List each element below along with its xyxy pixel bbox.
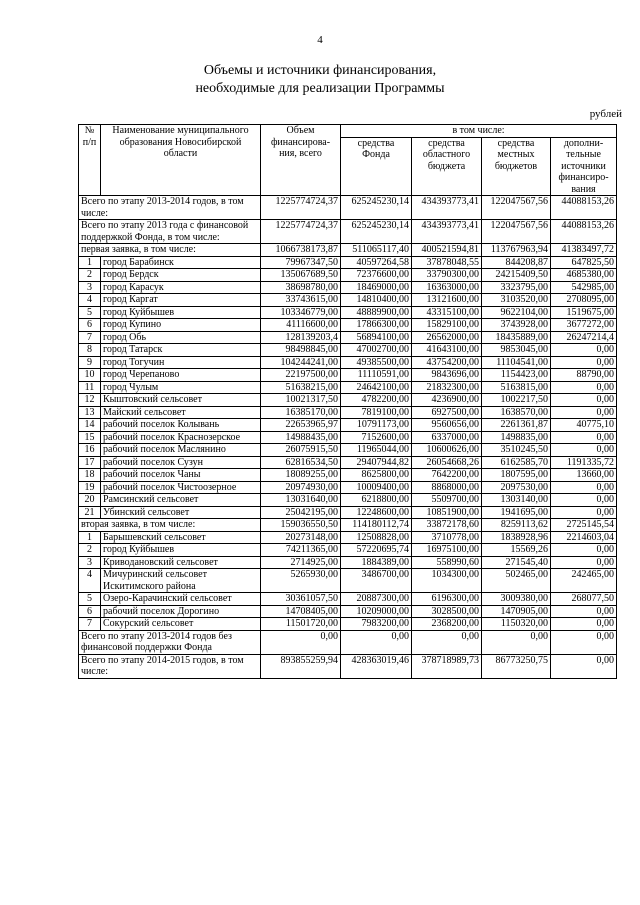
municipality-name: рабочий поселок Колывань [101,419,261,432]
table-row [79,444,617,457]
value-regional: 43315100,00 [412,306,482,319]
value-total: 25042195,00 [261,506,341,519]
value-fund: 4782200,00 [341,394,412,407]
value-fund: 625245230,14 [341,220,412,244]
municipality-name: город Барабинск [101,256,261,269]
financing-table [78,124,617,679]
row-label: вторая заявка, в том числе: [79,519,261,532]
row-number: 14 [79,419,101,432]
table-row [79,369,617,382]
value-additional: 242465,00 [551,569,617,593]
value-additional: 0,00 [551,356,617,369]
value-total: 14708405,00 [261,605,341,618]
value-local: 1154423,00 [482,369,551,382]
value-local: 24215409,50 [482,269,551,282]
value-total: 5265930,00 [261,569,341,593]
value-local: 3009380,00 [482,593,551,606]
municipality-name: рабочий поселок Маслянино [101,444,261,457]
value-fund: 7819100,00 [341,406,412,419]
header-num: № п/п [79,125,101,196]
municipality-name: город Куйбышев [101,306,261,319]
value-local: 9853045,00 [482,344,551,357]
value-additional: 0,00 [551,381,617,394]
value-total: 893855259,94 [261,654,341,678]
value-additional: 0,00 [551,406,617,419]
value-fund: 511065117,40 [341,244,412,257]
value-regional: 558990,60 [412,556,482,569]
value-local: 1941695,00 [482,506,551,519]
municipality-name: Убинский сельсовет [101,506,261,519]
table-row [79,294,617,307]
table-row [79,618,617,631]
row-number: 13 [79,406,101,419]
municipality-name: Кыштовский сельсовет [101,394,261,407]
table-total-row [79,220,617,244]
row-number: 3 [79,556,101,569]
value-regional: 4236900,00 [412,394,482,407]
table-row [79,394,617,407]
value-fund: 12508828,00 [341,531,412,544]
value-local: 3510245,50 [482,444,551,457]
row-number: 5 [79,306,101,319]
value-local: 8259113,62 [482,519,551,532]
municipality-name: Мичуринский сельсовет Искитимского района [101,569,261,593]
value-regional: 43754200,00 [412,356,482,369]
value-total: 62816534,50 [261,456,341,469]
value-regional: 5509700,00 [412,494,482,507]
value-additional: 44088153,26 [551,196,617,220]
table-row [79,419,617,432]
value-total: 104244241,00 [261,356,341,369]
table-row [79,344,617,357]
value-additional: 26247214,4 [551,331,617,344]
value-local: 2097530,00 [482,481,551,494]
row-number: 18 [79,469,101,482]
row-number: 21 [79,506,101,519]
value-regional: 2368200,00 [412,618,482,631]
value-fund: 72376600,00 [341,269,412,282]
value-local: 122047567,56 [482,220,551,244]
value-total: 2714925,00 [261,556,341,569]
value-regional: 10851900,00 [412,506,482,519]
value-regional: 13121600,00 [412,294,482,307]
value-fund: 14810400,00 [341,294,412,307]
value-fund: 11110591,00 [341,369,412,382]
value-local: 9622104,00 [482,306,551,319]
value-additional: 268077,50 [551,593,617,606]
value-fund: 48889900,00 [341,306,412,319]
row-number: 4 [79,294,101,307]
value-additional: 2214603,04 [551,531,617,544]
table-body [79,196,617,679]
value-total: 0,00 [261,630,341,654]
value-fund: 7983200,00 [341,618,412,631]
table-row [79,593,617,606]
value-fund: 40597264,58 [341,256,412,269]
row-number: 12 [79,394,101,407]
value-additional: 41383497,72 [551,244,617,257]
value-fund: 17866300,00 [341,319,412,332]
value-local: 1303140,00 [482,494,551,507]
value-fund: 57220695,74 [341,544,412,557]
table-row [79,605,617,618]
value-fund: 47002700,00 [341,344,412,357]
value-additional: 0,00 [551,431,617,444]
row-label: Всего по этапу 2013-2014 годов без финансовой поддержки Фонда [79,630,261,654]
value-regional: 15829100,00 [412,319,482,332]
value-total: 33743615,00 [261,294,341,307]
table-row [79,356,617,369]
value-fund: 7152600,00 [341,431,412,444]
value-regional: 3028500,00 [412,605,482,618]
municipality-name: город Бердск [101,269,261,282]
table-row [79,469,617,482]
row-label: Всего по этапу 2013-2014 годов, в том числе: [79,196,261,220]
table-row [79,306,617,319]
municipality-name: Барышевский сельсовет [101,531,261,544]
value-total: 1066738173,87 [261,244,341,257]
table-row [79,494,617,507]
value-total: 18089255,00 [261,469,341,482]
value-regional: 8868000,00 [412,481,482,494]
value-fund: 49385500,00 [341,356,412,369]
value-regional: 37878048,55 [412,256,482,269]
table-row [79,531,617,544]
value-fund: 18469000,00 [341,281,412,294]
value-fund: 10009400,00 [341,481,412,494]
value-regional: 33790300,00 [412,269,482,282]
municipality-name: рабочий поселок Краснозерское [101,431,261,444]
municipality-name: город Карасук [101,281,261,294]
value-fund: 1884389,00 [341,556,412,569]
value-additional: 0,00 [551,494,617,507]
header-municipality: Наименование муниципального образования Новосибирской области [101,125,261,196]
municipality-name: Майский сельсовет [101,406,261,419]
header-regional-budget: средства областного бюджета [412,137,482,196]
table-total-row [79,519,617,532]
value-local: 5163815,00 [482,381,551,394]
value-regional: 0,00 [412,630,482,654]
title-line-1: Объемы и источники финансирования, [203,63,437,78]
value-local: 271545,40 [482,556,551,569]
municipality-name: рабочий поселок Чистоозерное [101,481,261,494]
row-number: 5 [79,593,101,606]
value-additional: 0,00 [551,481,617,494]
value-additional: 647825,50 [551,256,617,269]
municipality-name: Озеро-Карачинский сельсовет [101,593,261,606]
value-total: 11501720,00 [261,618,341,631]
municipality-name: город Татарск [101,344,261,357]
value-total: 30361057,50 [261,593,341,606]
value-additional: 0,00 [551,556,617,569]
municipality-name: Рамсинский сельсовет [101,494,261,507]
row-number: 19 [79,481,101,494]
row-number: 7 [79,331,101,344]
value-local: 3323795,00 [482,281,551,294]
value-local: 1470905,00 [482,605,551,618]
value-local: 2261361,87 [482,419,551,432]
value-regional: 6927500,00 [412,406,482,419]
table-row [79,569,617,593]
value-fund: 8625800,00 [341,469,412,482]
value-local: 0,00 [482,630,551,654]
value-additional: 0,00 [551,506,617,519]
table-row [79,506,617,519]
document-title [0,62,640,98]
header-row-1 [79,125,617,138]
value-fund: 114180112,74 [341,519,412,532]
row-number: 2 [79,269,101,282]
row-number: 9 [79,356,101,369]
value-additional: 0,00 [551,618,617,631]
header-total: Объем финансирова-ния, всего [261,125,341,196]
header-additional-sources: дополни-тельные источники финансиро-вания [551,137,617,196]
value-additional: 0,00 [551,544,617,557]
value-regional: 16975100,00 [412,544,482,557]
table-row [79,481,617,494]
value-total: 98498845,00 [261,344,341,357]
value-additional: 13660,00 [551,469,617,482]
municipality-name: город Тогучин [101,356,261,369]
value-additional: 1519675,00 [551,306,617,319]
value-local: 1002217,50 [482,394,551,407]
value-fund: 10209000,00 [341,605,412,618]
value-fund: 0,00 [341,630,412,654]
value-local: 11104541,00 [482,356,551,369]
value-additional: 0,00 [551,394,617,407]
value-regional: 7642200,00 [412,469,482,482]
value-fund: 56894100,00 [341,331,412,344]
value-fund: 428363019,46 [341,654,412,678]
value-local: 15569,26 [482,544,551,557]
table-row [79,256,617,269]
value-additional: 88790,00 [551,369,617,382]
value-regional: 33872178,60 [412,519,482,532]
municipality-name: город Каргат [101,294,261,307]
row-label: Всего по этапу 2014-2015 годов, в том числе: [79,654,261,678]
value-total: 1225774724,37 [261,220,341,244]
value-total: 22653965,97 [261,419,341,432]
row-number: 10 [79,369,101,382]
value-total: 10021317,50 [261,394,341,407]
table-row [79,556,617,569]
value-total: 41116600,00 [261,319,341,332]
row-number: 1 [79,256,101,269]
row-number: 11 [79,381,101,394]
currency-units: рублей [589,108,622,120]
value-additional: 44088153,26 [551,220,617,244]
value-total: 20974930,00 [261,481,341,494]
value-regional: 10600626,00 [412,444,482,457]
value-regional: 6196300,00 [412,593,482,606]
value-fund: 29407944,82 [341,456,412,469]
value-fund: 10791173,00 [341,419,412,432]
table-total-row [79,196,617,220]
value-regional: 26562000,00 [412,331,482,344]
value-fund: 24642100,00 [341,381,412,394]
value-additional: 0,00 [551,654,617,678]
header-including: в том числе: [341,125,617,138]
value-local: 1807595,00 [482,469,551,482]
municipality-name: город Черепаново [101,369,261,382]
value-local: 113767963,94 [482,244,551,257]
value-total: 128139203,4 [261,331,341,344]
value-local: 1638570,00 [482,406,551,419]
row-number: 15 [79,431,101,444]
row-number: 17 [79,456,101,469]
municipality-name: Криводановский сельсовет [101,556,261,569]
value-fund: 11965044,00 [341,444,412,457]
table-row [79,544,617,557]
table-row [79,269,617,282]
value-additional: 0,00 [551,444,617,457]
row-number: 6 [79,319,101,332]
value-regional: 41643100,00 [412,344,482,357]
value-total: 159036550,50 [261,519,341,532]
value-local: 844208,87 [482,256,551,269]
value-total: 13031640,00 [261,494,341,507]
value-regional: 434393773,41 [412,196,482,220]
value-local: 122047567,56 [482,196,551,220]
row-number: 6 [79,605,101,618]
value-total: 79967347,50 [261,256,341,269]
value-total: 26075915,50 [261,444,341,457]
value-regional: 378718989,73 [412,654,482,678]
value-total: 51638215,00 [261,381,341,394]
page-number: 4 [317,34,323,46]
row-label: первая заявка, в том числе: [79,244,261,257]
value-local: 6162585,70 [482,456,551,469]
value-additional: 0,00 [551,344,617,357]
table-row [79,319,617,332]
value-local: 502465,00 [482,569,551,593]
value-fund: 12248600,00 [341,506,412,519]
table-row [79,431,617,444]
value-total: 103346779,00 [261,306,341,319]
value-regional: 16363000,00 [412,281,482,294]
municipality-name: рабочий поселок Сузун [101,456,261,469]
header-fund: средства Фонда [341,137,412,196]
value-additional: 40775,10 [551,419,617,432]
value-regional: 434393773,41 [412,220,482,244]
table-row [79,456,617,469]
value-additional: 0,00 [551,605,617,618]
table-row [79,381,617,394]
table-row [79,281,617,294]
row-number: 1 [79,531,101,544]
row-number: 7 [79,618,101,631]
municipality-name: рабочий поселок Дорогино [101,605,261,618]
value-total: 74211365,00 [261,544,341,557]
value-regional: 26054668,26 [412,456,482,469]
value-fund: 20887300,00 [341,593,412,606]
value-local: 3743928,00 [482,319,551,332]
row-number: 3 [79,281,101,294]
value-regional: 3710778,00 [412,531,482,544]
municipality-name: Сокурский сельсовет [101,618,261,631]
table-row [79,331,617,344]
value-additional: 3677272,00 [551,319,617,332]
value-additional: 4685380,00 [551,269,617,282]
value-regional: 400521594,81 [412,244,482,257]
value-local: 3103520,00 [482,294,551,307]
value-additional: 2725145,54 [551,519,617,532]
value-fund: 3486700,00 [341,569,412,593]
row-number: 2 [79,544,101,557]
municipality-name: город Куйбышев [101,544,261,557]
title-line-2: необходимые для реализации Программы [195,81,445,96]
row-number: 4 [79,569,101,593]
table-total-row [79,630,617,654]
value-additional: 2708095,00 [551,294,617,307]
value-local: 1150320,00 [482,618,551,631]
value-total: 22197500,00 [261,369,341,382]
municipality-name: город Купино [101,319,261,332]
value-total: 135067689,50 [261,269,341,282]
row-number: 20 [79,494,101,507]
value-regional: 1034300,00 [412,569,482,593]
value-additional: 0,00 [551,630,617,654]
value-total: 16385170,00 [261,406,341,419]
value-regional: 21832300,00 [412,381,482,394]
value-total: 1225774724,37 [261,196,341,220]
table-row [79,406,617,419]
value-total: 20273148,00 [261,531,341,544]
row-label: Всего по этапу 2013 года с финансовой поддержкой Фонда, в том числе: [79,220,261,244]
value-fund: 625245230,14 [341,196,412,220]
value-additional: 542985,00 [551,281,617,294]
value-additional: 1191335,72 [551,456,617,469]
municipality-name: город Чулым [101,381,261,394]
table-total-row [79,654,617,678]
value-total: 38698780,00 [261,281,341,294]
value-fund: 6218800,00 [341,494,412,507]
row-number: 16 [79,444,101,457]
value-regional: 9843696,00 [412,369,482,382]
municipality-name: город Обь [101,331,261,344]
value-local: 86773250,75 [482,654,551,678]
value-regional: 6337000,00 [412,431,482,444]
table-total-row [79,244,617,257]
value-total: 14988435,00 [261,431,341,444]
municipality-name: рабочий поселок Чаны [101,469,261,482]
value-local: 1838928,96 [482,531,551,544]
value-local: 18435889,00 [482,331,551,344]
value-regional: 9560656,00 [412,419,482,432]
header-local-budgets: средства местных бюджетов [482,137,551,196]
row-number: 8 [79,344,101,357]
value-local: 1498835,00 [482,431,551,444]
